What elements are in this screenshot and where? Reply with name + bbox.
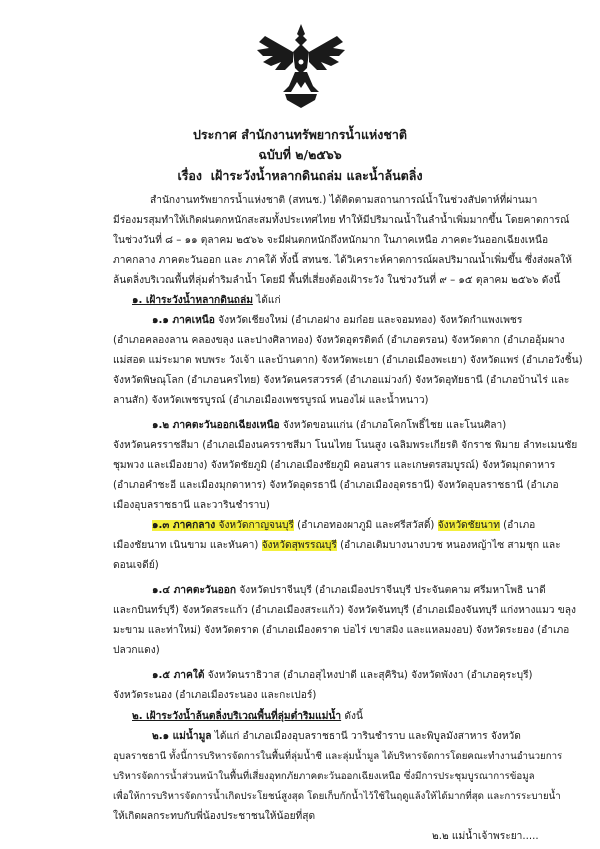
region-line: ปลวกแดง)	[113, 645, 160, 656]
region-line: จังหวัดเชียงใหม่ (อำเภอฝาง อมก๋อย และจอมทอง) จังหวัดกำแพงเพชร	[214, 315, 523, 326]
announcement-title: ประกาศ สำนักงานทรัพยากรน้ำแห่งชาติ	[192, 127, 408, 142]
section2-suffix: ดังนี้	[341, 711, 363, 722]
region-text: (อำเภอ	[499, 520, 536, 531]
region-line: จังหวัดปราจีนบุรี (อำเภอเมืองปราจีนบุรี ประจันตคาม ศรีมหาโพธิ นาดี	[236, 585, 546, 596]
announcement-subject	[0, 166, 600, 186]
region-line: แม่สอด แม่ระมาด พบพระ วังเจ้า และบ้านตาก) จังหวัดพะเยา (อำเภอเมืองพะเยา) จังหวัดแพร่ (อำเภอวังชิ้น)	[113, 355, 583, 366]
river-line: เพื่อให้การบริหารจัดการน้ำเกิดประโยชน์สูงสุด โดยเก็บกักน้ำไว้ใช้ในฤดูแล้งให้ได้มากที่สุด และการระบายน้ำ	[113, 791, 561, 802]
river-line: ให้เกิดผลกระทบกับพี่น้องประชาชนให้น้อยที่สุด	[113, 811, 316, 822]
river-line: บริหารจัดการน้ำส่วนหน้าในพื้นที่เสี่ยงอุทกภัยภาคตะวันออกเฉียงเหนือ ซึ่งมีการประชุมบูรณาการข้อมูล	[113, 771, 535, 782]
intro-line: มีร่องมรสุมทำให้เกิดฝนตกหนักสะสมทั้งประเทศไทย ทำให้มีปริมาณน้ำในลำน้ำเพิ่มมากขึ้น โดยคาดการณ์	[113, 215, 570, 226]
region-text: (อำเภอทองผาภูมิ และศรีสวัสดิ์)	[293, 520, 438, 531]
region-1-2	[152, 419, 506, 433]
intro-line: ภาคกลาง ภาคตะวันออก และ ภาคใต้ ทั้งนี้ สทนช. ได้วิเคราะห์คาดการณ์ผลปริมาณน้ำเพิ่มขึ้น ซึ่งส่งผลให้	[113, 255, 572, 266]
highlighted-province: จังหวัดกาญจนบุรี	[218, 520, 294, 531]
section2-heading	[132, 710, 363, 724]
region-line: (อำเภอคำชะอี และเมืองมุกดาหาร) จังหวัดอุดรธานี (อำเภอเมืองอุดรธานี) จังหวัดอุบลราชธานี (อำเภอ	[113, 480, 559, 491]
region-1-1	[152, 314, 522, 328]
region-label: ๑.๔ ภาคตะวันออก	[152, 585, 237, 596]
region-line: (อำเภอคลองลาน คลองขลุง และปางศิลาทอง) จังหวัดอุตรดิตถ์ (อำเภอตรอน) จังหวัดตาก (อำเภออุ้มผาง	[113, 335, 565, 346]
region-1-3-cont	[113, 539, 561, 553]
highlighted-province: จังหวัดสุพรรณบุรี	[261, 540, 337, 551]
intro-line: ล้นตลิ่งบริเวณพื้นที่ลุ่มต่ำริมลำน้ำ โดยมี พื้นที่เสี่ยงต้องเฝ้าระวัง ในช่วงวันที่ ๙ – ๑๕ ตุลาคม ๒๕๖๖ ดังนี้	[113, 275, 561, 286]
region-line: จังหวัดพิษณุโลก (อำเภอนครไทย) จังหวัดนครสวรรค์ (อำเภอแม่วงก์) จังหวัดอุทัยธานี (อำเภอบ้านไร่ และ	[113, 375, 570, 386]
region-1-3	[152, 519, 535, 533]
river-label: ๒.๑ แม่น้ำมูล	[152, 731, 212, 742]
region-line: จังหวัดนราธิวาส (อำเภอสุไหงปาดี และสุคิริน) จังหวัดพังงา (อำเภอคุระบุรี)	[204, 670, 533, 681]
section2-title: ๒. เฝ้าระวังน้ำล้นตลิ่งบริเวณพื้นที่ลุ่มต่ำริมแม่น้ำ	[132, 711, 342, 722]
region-1-5	[152, 669, 533, 683]
region-text: ดอนเจดีย์)	[113, 560, 159, 571]
region-line: มะขาม และท่าใหม่) จังหวัดตราด (อำเภอเมืองตราด บ่อไร่ เขาสมิง และแหลมงอบ) จังหวัดระยอง (อำเภอ	[113, 625, 570, 636]
region-line: จังหวัดนครราชสีมา (อำเภอเมืองนครราชสีมา โนนไทย โนนสูง เฉลิมพระเกียรติ จักราช พิมาย ลำทะเมนชัย	[113, 440, 578, 451]
region-1-4	[152, 584, 546, 598]
garuda-emblem	[255, 22, 347, 112]
announcement-number: ฉบับที่ ๒/๒๕๖๖	[258, 147, 342, 162]
region-line: ชุมพวง และเมืองยาง) จังหวัดชัยภูมิ (อำเภอเมืองชัยภูมิ คอนสาร และเกษตรสมบูรณ์) จังหวัดมุกดาหาร	[113, 460, 556, 471]
region-line: ลานสัก) จังหวัดเพชรบูรณ์ (อำเภอเมืองเพชรบูรณ์ หนองไผ่ และน้ำหนาว)	[113, 395, 429, 406]
region-label: ๑.๑ ภาคเหนือ	[152, 315, 215, 326]
subject-label: เรื่อง	[177, 168, 203, 183]
river-line: ได้แก่ อำเภอเมืองอุบลราชธานี วารินชำราบ และพิบูลมังสาหาร จังหวัด	[211, 731, 521, 742]
region-label: ๑.๕ ภาคใต้	[152, 670, 205, 681]
intro-line: ในช่วงวันที่ ๘ – ๑๑ ตุลาคม ๒๕๖๖ จะมีฝนตกหนักถึงหนักมาก ในภาคเหนือ ภาคตะวันออกเฉียงเหนือ	[113, 235, 549, 246]
section1-title: ๑. เฝ้าระวังน้ำหลากดินถล่ม	[132, 295, 253, 306]
region-line: และกบินทร์บุรี) จังหวัดสระแก้ว (อำเภอเมืองสระแก้ว) จังหวัดจันทบุรี (อำเภอเมืองจันทบุรี แก่งหางแมว ขลุง	[113, 605, 576, 616]
next-page-reference: ๒.๒ แม่น้ำเจ้าพระยา.....	[432, 831, 539, 842]
region-label: ๑.๓ ภาคกลาง	[152, 520, 216, 531]
intro-line: สำนักงานทรัพยากรน้ำแห่งชาติ (สทนช.) ได้ติดตามสถานการณ์น้ำในช่วงสัปดาห์ที่ผ่านมา	[150, 195, 538, 206]
region-text: (อำเภอเดิมบางนางบวช หนองหญ้าไซ สามชุก และ	[336, 540, 561, 551]
river-line: อุบลราชธานี ทั้งนี้การบริหารจัดการในพื้นที่ลุ่มน้ำชี และลุ่มน้ำมูล ได้บริหารจัดการโดยคณะทำงานอำนวยการ	[113, 751, 563, 762]
section1-suffix: ได้แก่	[252, 295, 281, 306]
region-label: ๑.๒ ภาคตะวันออกเฉียงเหนือ	[152, 420, 280, 431]
river-2-1	[152, 730, 521, 744]
region-line: จังหวัดขอนแก่น (อำเภอโคกโพธิ์ไชย และโนนศิลา)	[279, 420, 507, 431]
subject-text: เฝ้าระวังน้ำหลากดินถล่ม และน้ำล้นตลิ่ง	[210, 168, 423, 183]
highlighted-province: จังหวัดชัยนาท	[437, 520, 500, 531]
region-line: จังหวัดระนอง (อำเภอเมืองระนอง และกะเปอร์)	[113, 690, 317, 701]
section1-heading	[132, 294, 281, 308]
region-line: เมืองอุบลราชธานี และวารินชำราบ)	[113, 500, 270, 511]
region-text: เมืองชัยนาท เนินขาม และหันคา)	[113, 540, 262, 551]
